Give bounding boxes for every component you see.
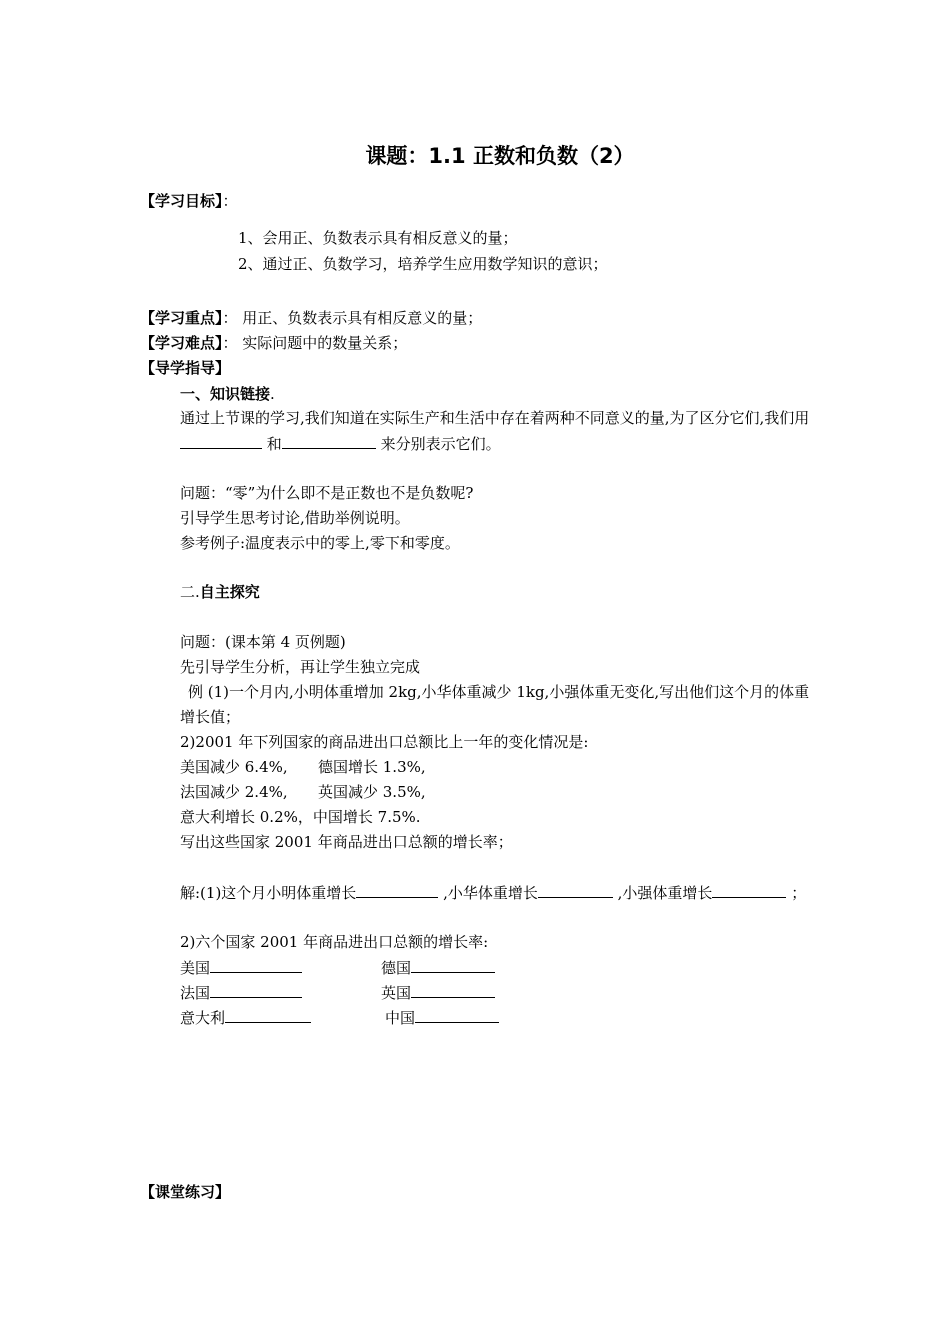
country-uk-line [381, 982, 495, 1003]
section1-line2 [180, 433, 501, 454]
objectives-heading: 【学习目标】 [140, 192, 223, 210]
section2-heading-line [180, 582, 260, 602]
guide-heading: 【导学指导】 [140, 359, 231, 377]
section2-example-line1: 例 (1)一个月内,小明体重增加 2kg,小华体重减少 1kg,小强体重无变化,写出他们这个月的体重 [188, 683, 810, 701]
section1-heading-tail: . [270, 385, 275, 403]
difficulty-heading: 【学习难点】 [140, 334, 223, 352]
country-label: 德国 [381, 959, 412, 977]
answer-blank-germany[interactable] [411, 957, 495, 973]
objectives-colon: ： [222, 192, 238, 210]
answer-blank-italy[interactable] [225, 1007, 311, 1023]
answer-blank-usa[interactable] [210, 957, 302, 973]
solution-end: ； [791, 884, 807, 902]
answer-blank-uk[interactable] [411, 982, 495, 998]
practice-heading: 【课堂练习】 [140, 1183, 231, 1201]
country-usa-line [180, 957, 302, 978]
section2-question: 问题：(课本第 4 页例题) [180, 633, 346, 651]
objective-item-1: 1、会用正、负数表示具有相反意义的量； [238, 229, 518, 247]
section2-example-line2: 增长值； [180, 708, 241, 726]
section2-task: 写出这些国家 2001 年商品进出口总额的增长率； [180, 833, 513, 851]
section1-question: 问题：“零”为什么即不是正数也不是负数呢? [180, 484, 474, 502]
section1-line2-tail: 来分别表示它们。 [380, 435, 501, 453]
country-italy-line [180, 1007, 311, 1028]
key-point-line [140, 308, 482, 328]
difficulty-text: ： 实际问题中的数量关系； [222, 334, 408, 352]
solution-line1 [180, 882, 806, 903]
section1-guide-text: 引导学生思考讨论,借助举例说明。 [180, 509, 410, 527]
answer-blank-france[interactable] [210, 982, 302, 998]
solution-mid2: ,小强体重增长 [617, 884, 713, 902]
section2-row3: 意大利增长 0.2%，中国增长 7.5%. [180, 808, 421, 826]
country-france-line [180, 982, 302, 1003]
difficulty-line [140, 333, 407, 353]
solution-prefix: 解:(1)这个月小明体重增长 [180, 884, 357, 902]
section2-row2-a: 法国减少 2.4%, [180, 783, 288, 801]
section1-heading-line [180, 384, 275, 404]
section1-and: 和 [266, 435, 282, 453]
section2-instruction: 先引导学生分析，再让学生独立完成 [180, 658, 421, 676]
section2-heading: 自主探究 [199, 583, 260, 601]
section2-row1-a: 美国减少 6.4%, [180, 758, 288, 776]
answer-blank-xiaoming[interactable] [356, 882, 438, 898]
objective-item-2: 2、通过正、负数学习，培养学生应用数学知识的意识； [238, 255, 608, 273]
key-point-text: ： 用正、负数表示具有相反意义的量； [222, 309, 483, 327]
country-label: 意大利 [180, 1009, 226, 1027]
section1-example-ref: 参考例子:温度表示中的零上,零下和零度。 [180, 534, 460, 552]
section1-line1: 通过上节课的学习,我们知道在实际生产和生活中存在着两种不同意义的量,为了区分它们,我们用 [180, 409, 810, 427]
country-china-line [385, 1007, 499, 1028]
country-label: 法国 [180, 984, 211, 1002]
answer-blank-xiaohua[interactable] [538, 882, 613, 898]
section2-heading-prefix: 二. [180, 583, 200, 601]
objectives-heading-line [140, 191, 238, 211]
answer-blank-positive[interactable] [180, 433, 262, 449]
country-germany-line [381, 957, 495, 978]
answer-blank-xiaoqiang[interactable] [712, 882, 786, 898]
solution-mid1: ,小华体重增长 [443, 884, 538, 902]
country-label: 英国 [381, 984, 412, 1002]
section2-row2-b: 英国减少 3.5%, [318, 783, 426, 801]
country-label: 美国 [180, 959, 211, 977]
country-label: 中国 [385, 1009, 416, 1027]
page-title: 课题：1.1 正数和负数（2） [365, 144, 635, 168]
answer-blank-negative[interactable] [282, 433, 376, 449]
key-point-heading: 【学习重点】 [140, 309, 223, 327]
answer-blank-china[interactable] [415, 1007, 499, 1023]
section1-heading: 一、知识链接 [180, 385, 271, 403]
section2-part2-intro: 2)2001 年下列国家的商品进出口总额比上一年的变化情况是: [180, 733, 589, 751]
section2-row1-b: 德国增长 1.3%, [318, 758, 426, 776]
solution2-intro: 2)六个国家 2001 年商品进出口总额的增长率: [180, 933, 489, 951]
